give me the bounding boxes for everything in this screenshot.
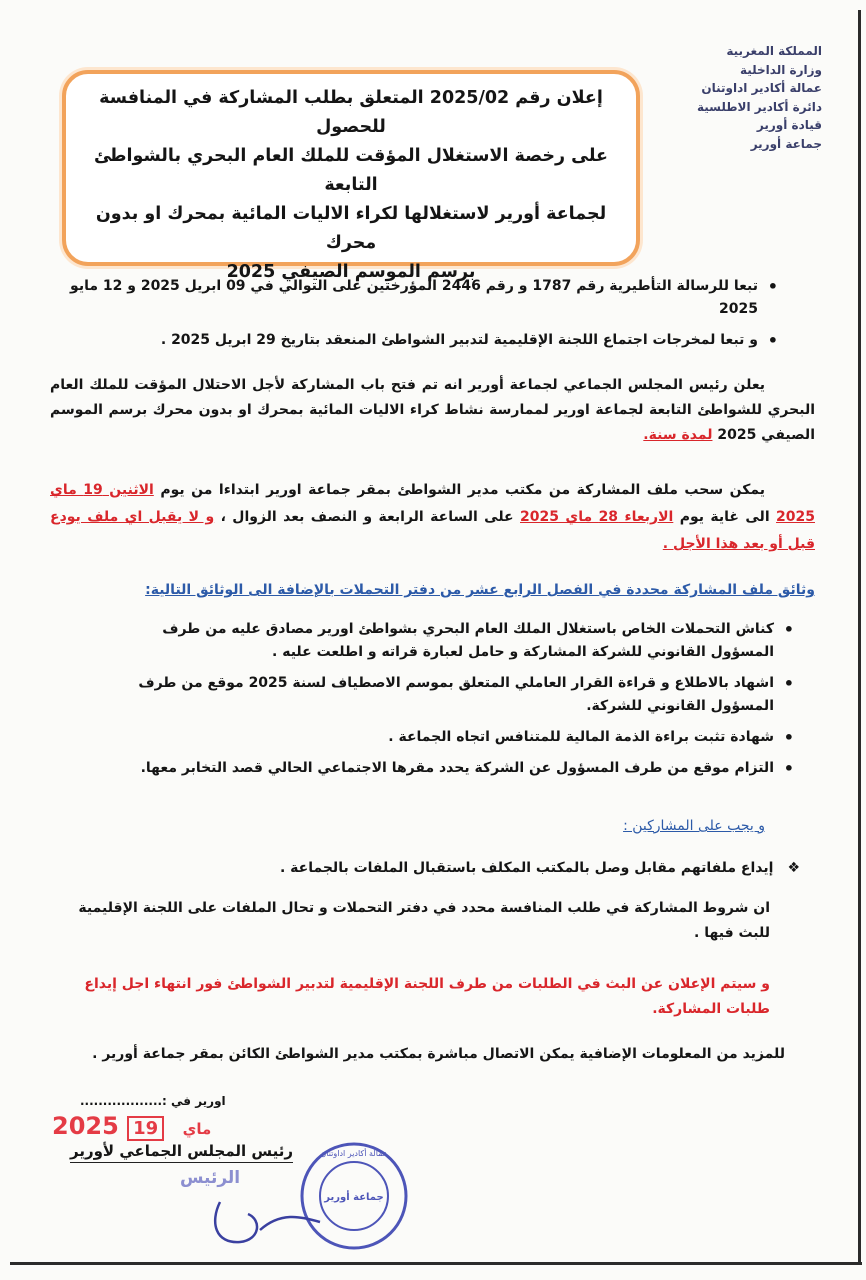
documents-heading-block (50, 578, 815, 603)
title-line: إعلان رقم 2025/02 المتعلق بطلب المشاركة في المنافسة للحصول (99, 88, 603, 137)
conditions-paragraph (50, 896, 770, 946)
end-date: الاربعاء 28 ماي 2025 (520, 509, 674, 525)
document-item: • التزام موقع من طرف المسؤول عن الشركة يحدد مقرها الاجتماعي الحالي قصد التخابر معها. (120, 757, 800, 780)
date-day: 19 (127, 1116, 164, 1141)
place-text: اورير في :.................. (80, 1094, 226, 1108)
obligations-heading: و يجب على المشاركين : (623, 818, 765, 834)
document-item: • اشهاد بالاطلاع و قراءة القرار العاملي المتعلق بموسم الاصطياف لسنة 2025 موقع من طرف المسؤول القانوني للشركة. (120, 672, 800, 718)
conditions-text: ان شروط المشاركة في طلب المنافسة محدد في دفتر التحملات و تحال الملفات على اللجنة الإقليمية للبث فيها . (78, 900, 770, 941)
diamond-bullet-icon: ❖ (787, 860, 800, 876)
withdrawal-paragraph (50, 477, 815, 558)
contact-paragraph (50, 1042, 785, 1067)
deadline-warning: و لا يقبل اي ملف يودع قبل أو بعد هذا الأجل . (50, 509, 815, 552)
withdrawal-text: على الساعة الرابعة و النصف بعد الزوال ، (220, 509, 514, 525)
date-year: 2025 (52, 1112, 119, 1140)
page-border-right (858, 10, 861, 1262)
start-date: الاثنين 19 ماي 2025 (50, 482, 815, 525)
title-line: برسم الموسم الصيفي 2025 (226, 262, 476, 282)
stamped-date (52, 1112, 221, 1140)
date-month: ماي (182, 1120, 212, 1138)
agency-line: عمالة أكادير اداوتنان (701, 81, 822, 95)
withdrawal-text: يمكن سحب ملف المشاركة من مكتب مدير الشواطئ بمقر جماعة اورير ابتداءا من يوم (160, 482, 765, 498)
title-line: لجماعة أورير لاستغلالها لكراء الاليات المائية بمحرك او بدون (95, 204, 607, 224)
obligation-text: إيداع ملفاتهم مقابل وصل بالمكتب المكلف باستقبال الملفات بالجماعة . (279, 860, 774, 876)
obligations-heading-block (400, 814, 765, 839)
results-paragraph (50, 972, 770, 1022)
title-line: محرك (325, 233, 377, 253)
reference-item: • تبعا للرسالة التأطيرية رقم 1787 و رقم 2446 المؤرختين على التوالي في 09 ابريل 2025 و 12 مايو 2025 (50, 275, 780, 321)
obligation-item (240, 860, 800, 876)
handwritten-signature (200, 1182, 340, 1254)
agency-header (672, 42, 822, 153)
agency-line: جماعة أورير (750, 136, 822, 151)
agency-line: المملكة المغربية (726, 44, 822, 58)
documents-list (120, 618, 800, 788)
contact-text: للمزيد من المعلومات الإضافية يمكن الاتصال مباشرة بمكتب مدير الشواطئ الكائن بمقر جماعة أورير . (92, 1046, 785, 1062)
documents-heading: وثائق ملف المشاركة محددة في الفصل الرابع عشر من دفتر التحملات بالإضافة الى الوثائق التالية: (145, 582, 815, 598)
agency-line: وزارة الداخلية (739, 62, 822, 77)
president-title: رئيس المجلس الجماعي لأورير (70, 1142, 294, 1160)
reference-item: • و تبعا لمخرجات اجتماع اللجنة الإقليمية لتدبير الشواطئ المنعقد بتاريخ 29 ابريل 2025 . (50, 329, 780, 352)
references-list (50, 275, 780, 360)
agency-line: دائرة أكادير الاطلسية (696, 99, 822, 114)
document-item: • شهادة تثبت براءة الذمة المالية للمتنافس اتجاه الجماعة . (120, 726, 800, 749)
results-text: و سيتم الإعلان عن البث في الطلبات من طرف اللجنة الإقليمية لتدبير الشواطئ فور انتهاء اجل إيداع طلبات المشاركة. (84, 976, 770, 1017)
title-line: على رخصة الاستغلال المؤقت للملك العام البحري بالشواطئ التابعة (94, 146, 608, 195)
stamp-title: الرئيس (180, 1168, 241, 1188)
withdrawal-text: الى غاية يوم (679, 509, 770, 525)
agency-line: قيادة أورير (756, 118, 822, 132)
page-border-bottom (10, 1262, 862, 1265)
duration-text: لمدة سنة. (643, 427, 713, 443)
stamp-org-text: جماعة أورير (324, 1192, 384, 1203)
title-box (62, 70, 640, 282)
announcement-text: يعلن رئيس المجلس الجماعي لجماعة أورير انه تم فتح باب المشاركة لأجل الاحتلال المؤقت للملك العام البحري للشواطئ التابعة لجماعة اورير لممارسة نشاط كراء الاليات المائية بمحرك او بدون محرك برسم الموسم الصيفي 2025 (50, 377, 815, 443)
document-item: • كناش التحملات الخاص باستغلال الملك العام البحري بشواطئ اورير مصادق عليه من طرف المسؤول القانوني للشركة المشاركة و حامل لعبارة قراته و اطلعت عليه . (120, 618, 800, 664)
signature-place (80, 1094, 226, 1108)
stamp-ring-text: عمالة أكادير اداوتنان (320, 1149, 388, 1158)
announcement-paragraph (50, 373, 815, 448)
